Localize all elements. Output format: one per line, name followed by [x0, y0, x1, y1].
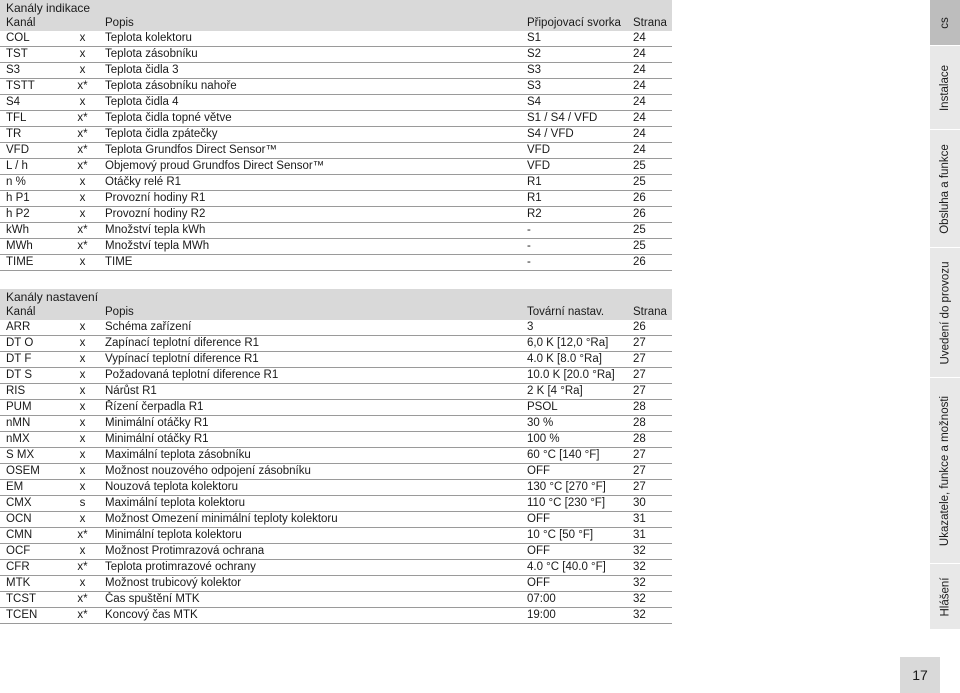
cell-strana: 27: [627, 384, 672, 400]
header-svorka: Připojovací svorka: [521, 16, 627, 31]
cell-x: x: [66, 544, 99, 560]
cell-x: x: [66, 31, 99, 47]
cell-x: x: [66, 207, 99, 223]
cell-x: x: [66, 432, 99, 448]
table-row: [0, 223, 672, 239]
cell-strana: 24: [627, 47, 672, 63]
cell-channel: S MX: [0, 448, 66, 464]
header-tovarni: Tovární nastav.: [521, 305, 627, 320]
cell-channel: TR: [0, 127, 66, 143]
table-row: [0, 159, 672, 175]
cell-strana: 27: [627, 464, 672, 480]
cell-x: x: [66, 47, 99, 63]
cell-popis: Minimální otáčky R1: [99, 416, 521, 432]
cell-channel: S4: [0, 95, 66, 111]
cell-x: x*: [66, 528, 99, 544]
tab-cs[interactable]: [930, 0, 960, 46]
section-tabs: [930, 0, 960, 630]
cell-strana: 28: [627, 416, 672, 432]
cell-x: x*: [66, 608, 99, 624]
table-row: [0, 95, 672, 111]
cell-channel: OCF: [0, 544, 66, 560]
cell-strana: 27: [627, 448, 672, 464]
table-row: [0, 175, 672, 191]
cell-svorka: S1 / S4 / VFD: [521, 111, 627, 127]
cell-strana: 24: [627, 63, 672, 79]
table-row: [0, 576, 672, 592]
cell-channel: TST: [0, 47, 66, 63]
table-row: [0, 384, 672, 400]
cell-channel: DT S: [0, 368, 66, 384]
cell-svorka: S3: [521, 79, 627, 95]
table-row: [0, 320, 672, 336]
cell-x: x: [66, 320, 99, 336]
cell-popis: Schéma zařízení: [99, 320, 521, 336]
cell-channel: kWh: [0, 223, 66, 239]
table-row: [0, 464, 672, 480]
cell-popis: Teplota čidla 4: [99, 95, 521, 111]
table-row: [0, 31, 672, 47]
cell-strana: 27: [627, 480, 672, 496]
cell-strana: 28: [627, 432, 672, 448]
cell-popis: Maximální teplota kolektoru: [99, 496, 521, 512]
cell-strana: 28: [627, 400, 672, 416]
cell-svorka: R2: [521, 207, 627, 223]
cell-channel: MWh: [0, 239, 66, 255]
cell-svorka: -: [521, 223, 627, 239]
cell-popis: Maximální teplota zásobníku: [99, 448, 521, 464]
cell-popis: Zapínací teplotní diference R1: [99, 336, 521, 352]
cell-channel: COL: [0, 31, 66, 47]
cell-x: x: [66, 448, 99, 464]
cell-tovarni: 07:00: [521, 592, 627, 608]
cell-x: x: [66, 191, 99, 207]
settings-title: Kanály nastavení: [0, 289, 672, 305]
table-row: [0, 432, 672, 448]
cell-popis: Množství tepla MWh: [99, 239, 521, 255]
table-row: [0, 560, 672, 576]
cell-x: x: [66, 576, 99, 592]
cell-tovarni: OFF: [521, 464, 627, 480]
table-row: [0, 544, 672, 560]
cell-strana: 24: [627, 143, 672, 159]
header-strana: Strana: [627, 305, 672, 320]
tab-ukazatele-funkce-a-moznosti[interactable]: [930, 378, 960, 564]
cell-channel: h P2: [0, 207, 66, 223]
cell-strana: 30: [627, 496, 672, 512]
cell-popis: Minimální teplota kolektoru: [99, 528, 521, 544]
cell-tovarni: 10.0 K [20.0 °Ra]: [521, 368, 627, 384]
page-number: 17: [900, 657, 940, 693]
cell-x: x*: [66, 143, 99, 159]
cell-strana: 27: [627, 368, 672, 384]
cell-tovarni: 3: [521, 320, 627, 336]
cell-tovarni: OFF: [521, 576, 627, 592]
cell-x: x: [66, 175, 99, 191]
cell-x: x: [66, 464, 99, 480]
table-row: [0, 608, 672, 624]
table-row: [0, 191, 672, 207]
table-row: [0, 47, 672, 63]
table-row: [0, 336, 672, 352]
cell-strana: 26: [627, 320, 672, 336]
table-row: [0, 592, 672, 608]
cell-strana: 24: [627, 31, 672, 47]
cell-svorka: S2: [521, 47, 627, 63]
header-popis: Popis: [99, 305, 521, 320]
cell-strana: 25: [627, 223, 672, 239]
cell-strana: 24: [627, 111, 672, 127]
cell-x: x*: [66, 127, 99, 143]
cell-popis: Požadovaná teplotní diference R1: [99, 368, 521, 384]
cell-channel: TCEN: [0, 608, 66, 624]
cell-tovarni: 4.0 K [8.0 °Ra]: [521, 352, 627, 368]
cell-popis: Otáčky relé R1: [99, 175, 521, 191]
cell-svorka: R1: [521, 191, 627, 207]
cell-popis: Řízení čerpadla R1: [99, 400, 521, 416]
cell-strana: 26: [627, 255, 672, 271]
cell-x: x: [66, 368, 99, 384]
cell-channel: RIS: [0, 384, 66, 400]
cell-strana: 32: [627, 592, 672, 608]
cell-channel: OCN: [0, 512, 66, 528]
cell-x: x: [66, 352, 99, 368]
table-row: [0, 512, 672, 528]
cell-channel: OSEM: [0, 464, 66, 480]
cell-tovarni: 110 °C [230 °F]: [521, 496, 627, 512]
tab-instalace[interactable]: [930, 46, 960, 130]
cell-channel: DT F: [0, 352, 66, 368]
cell-popis: Možnost Omezení minimální teploty kolektoru: [99, 512, 521, 528]
cell-strana: 26: [627, 207, 672, 223]
cell-channel: nMX: [0, 432, 66, 448]
cell-tovarni: OFF: [521, 544, 627, 560]
table-row: [0, 416, 672, 432]
table-row: [0, 448, 672, 464]
table-row: [0, 239, 672, 255]
cell-popis: Teplota protimrazové ochrany: [99, 560, 521, 576]
cell-strana: 27: [627, 336, 672, 352]
cell-channel: PUM: [0, 400, 66, 416]
header-channel: Kanál: [0, 305, 66, 320]
cell-channel: TFL: [0, 111, 66, 127]
cell-channel: TIME: [0, 255, 66, 271]
cell-popis: Objemový proud Grundfos Direct Sensor™: [99, 159, 521, 175]
cell-tovarni: 4.0 °C [40.0 °F]: [521, 560, 627, 576]
header-channel: Kanál: [0, 16, 66, 31]
table-row: [0, 111, 672, 127]
tab-obsluha-a-funkce[interactable]: [930, 130, 960, 248]
tab-label: cs: [939, 16, 951, 29]
cell-popis: Teplota kolektoru: [99, 31, 521, 47]
cell-popis: Nouzová teplota kolektoru: [99, 480, 521, 496]
cell-channel: L / h: [0, 159, 66, 175]
cell-channel: ARR: [0, 320, 66, 336]
cell-popis: Vypínací teplotní diference R1: [99, 352, 521, 368]
cell-tovarni: 130 °C [270 °F]: [521, 480, 627, 496]
cell-tovarni: 6,0 K [12,0 °Ra]: [521, 336, 627, 352]
cell-popis: Minimální otáčky R1: [99, 432, 521, 448]
cell-tovarni: 2 K [4 °Ra]: [521, 384, 627, 400]
cell-strana: 31: [627, 528, 672, 544]
cell-x: x: [66, 95, 99, 111]
cell-svorka: S4: [521, 95, 627, 111]
cell-channel: S3: [0, 63, 66, 79]
cell-strana: 25: [627, 159, 672, 175]
cell-channel: EM: [0, 480, 66, 496]
tab-label: Ukazatele, funkce a možnosti: [939, 395, 951, 546]
cell-svorka: R1: [521, 175, 627, 191]
table-header: [0, 305, 672, 320]
cell-tovarni: 100 %: [521, 432, 627, 448]
table-header: [0, 16, 672, 31]
cell-svorka: S4 / VFD: [521, 127, 627, 143]
cell-svorka: -: [521, 239, 627, 255]
cell-channel: TSTT: [0, 79, 66, 95]
cell-popis: Teplota čidla zpátečky: [99, 127, 521, 143]
cell-popis: Teplota čidla 3: [99, 63, 521, 79]
cell-strana: 25: [627, 175, 672, 191]
cell-popis: Provozní hodiny R1: [99, 191, 521, 207]
cell-popis: Provozní hodiny R2: [99, 207, 521, 223]
table-row: [0, 143, 672, 159]
cell-strana: 32: [627, 560, 672, 576]
cell-popis: Možnost trubicový kolektor: [99, 576, 521, 592]
tab-label: Hlášení: [939, 577, 951, 616]
cell-popis: Nárůst R1: [99, 384, 521, 400]
tab-label: Instalace: [939, 64, 951, 111]
cell-channel: DT O: [0, 336, 66, 352]
cell-strana: 32: [627, 544, 672, 560]
header-x: [66, 305, 99, 320]
tab-label: Obsluha a funkce: [939, 143, 952, 234]
cell-tovarni: 19:00: [521, 608, 627, 624]
cell-popis: Teplota zásobníku: [99, 47, 521, 63]
cell-channel: n %: [0, 175, 66, 191]
cell-svorka: -: [521, 255, 627, 271]
table-row: [0, 79, 672, 95]
cell-channel: nMN: [0, 416, 66, 432]
cell-x: x*: [66, 111, 99, 127]
cell-x: x: [66, 512, 99, 528]
indication-table: [0, 16, 672, 271]
cell-tovarni: 10 °C [50 °F]: [521, 528, 627, 544]
cell-svorka: VFD: [521, 143, 627, 159]
cell-channel: h P1: [0, 191, 66, 207]
table-row: [0, 496, 672, 512]
table-row: [0, 352, 672, 368]
cell-tovarni: OFF: [521, 512, 627, 528]
indication-title: Kanály indikace: [0, 0, 672, 16]
cell-svorka: S1: [521, 31, 627, 47]
cell-popis: Teplota čidla topné větve: [99, 111, 521, 127]
cell-x: x*: [66, 239, 99, 255]
cell-x: x: [66, 480, 99, 496]
table-row: [0, 400, 672, 416]
settings-table: [0, 305, 672, 624]
cell-strana: 24: [627, 95, 672, 111]
table-row: [0, 127, 672, 143]
table-row: [0, 528, 672, 544]
cell-x: x: [66, 336, 99, 352]
cell-popis: Čas spuštění MTK: [99, 592, 521, 608]
header-strana: Strana: [627, 16, 672, 31]
cell-tovarni: 60 °C [140 °F]: [521, 448, 627, 464]
cell-popis: Možnost Protimrazová ochrana: [99, 544, 521, 560]
table-row: [0, 480, 672, 496]
cell-x: x: [66, 400, 99, 416]
cell-svorka: S3: [521, 63, 627, 79]
cell-channel: VFD: [0, 143, 66, 159]
cell-strana: 31: [627, 512, 672, 528]
cell-strana: 25: [627, 239, 672, 255]
cell-popis: Koncový čas MTK: [99, 608, 521, 624]
cell-channel: CFR: [0, 560, 66, 576]
cell-strana: 26: [627, 191, 672, 207]
cell-x: x: [66, 416, 99, 432]
cell-x: s: [66, 496, 99, 512]
cell-x: x*: [66, 223, 99, 239]
table-row: [0, 255, 672, 271]
cell-strana: 32: [627, 576, 672, 592]
cell-svorka: VFD: [521, 159, 627, 175]
cell-tovarni: 30 %: [521, 416, 627, 432]
tab-hlaseni[interactable]: [930, 564, 960, 630]
cell-strana: 27: [627, 352, 672, 368]
cell-x: x: [66, 255, 99, 271]
tab-uvedeni-do-provozu[interactable]: [930, 248, 960, 378]
cell-x: x*: [66, 79, 99, 95]
table-row: [0, 368, 672, 384]
cell-popis: TIME: [99, 255, 521, 271]
table-row: [0, 63, 672, 79]
cell-x: x*: [66, 592, 99, 608]
cell-popis: Teplota zásobníku nahoře: [99, 79, 521, 95]
cell-strana: 24: [627, 127, 672, 143]
cell-x: x: [66, 384, 99, 400]
tab-label: Uvedení do provozu: [939, 261, 951, 364]
cell-channel: MTK: [0, 576, 66, 592]
cell-channel: CMX: [0, 496, 66, 512]
cell-popis: Množství tepla kWh: [99, 223, 521, 239]
cell-x: x*: [66, 560, 99, 576]
header-popis: Popis: [99, 16, 521, 31]
cell-tovarni: PSOL: [521, 400, 627, 416]
cell-strana: 24: [627, 79, 672, 95]
table-row: [0, 207, 672, 223]
cell-channel: CMN: [0, 528, 66, 544]
cell-x: x: [66, 63, 99, 79]
cell-popis: Teplota Grundfos Direct Sensor™: [99, 143, 521, 159]
cell-popis: Možnost nouzového odpojení zásobníku: [99, 464, 521, 480]
cell-strana: 32: [627, 608, 672, 624]
cell-channel: TCST: [0, 592, 66, 608]
header-x: [66, 16, 99, 31]
cell-x: x*: [66, 159, 99, 175]
